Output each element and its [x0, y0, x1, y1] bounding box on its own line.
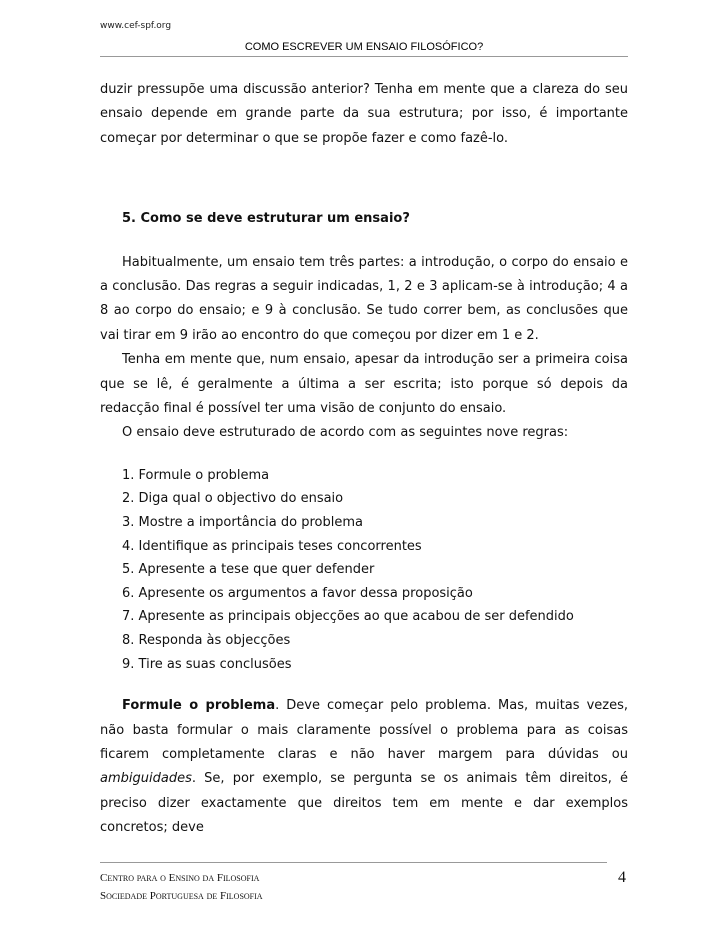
footer-organization: Centro para o Ensino da Filosofia: [100, 872, 260, 884]
list-item: 7. Apresente as principais objecções ao que acabou de ser defendido: [122, 609, 574, 625]
list-item: 3. Mostre a importância do problema: [122, 515, 363, 531]
section-heading: 5. Como se deve estruturar um ensaio?: [122, 211, 410, 227]
running-header-title: COMO ESCREVER UM ENSAIO FILOSÓFICO?: [244, 41, 484, 53]
list-item: 4. Identifique as principais teses concorrentes: [122, 538, 422, 554]
list-item: 2. Diga qual o objectivo do ensaio: [122, 491, 344, 507]
list-item: 6. Apresente os argumentos a favor dessa proposição: [122, 585, 473, 601]
paragraph-continuation: duzir pressupõe uma discussão anterior? Tenha em mente que a clareza do seu ensaio depende em grande parte da sua estrutura; por isso, é importante começar por determinar o que se propõe fazer e como fazê-lo.: [100, 82, 628, 146]
paragraph-introduction-note: Tenha em mente que, num ensaio, apesar da introdução ser a primeira coisa que se lê, é geralmente a última a ser escrita; isto porque só depois da redacção final é possível ter uma visão de conjunto do ensaio.: [100, 352, 628, 417]
footer-society: Sociedade Portuguesa de Filosofia: [100, 890, 263, 902]
footer: [100, 869, 263, 905]
rules-list: [100, 464, 628, 676]
list-item: 8. Responda às objecções: [122, 633, 291, 649]
list-item: 5. Apresente a tese que quer defender: [122, 562, 375, 578]
paragraph-text: . Deve começar pelo problema. Mas, muitas vezes, não basta formular o mais claramente possível o problema para as coisas ficarem completamente claras e não haver margem para dúvidas ou: [100, 698, 628, 763]
site-url: www.cef-spf.org: [100, 21, 172, 31]
paragraph-structure: Habitualmente, um ensaio tem três partes: a introdução, o corpo do ensaio e a conclusão. Das regras a seguir indicadas, 1, 2 e 3 aplicam-se à introdução; 4 a 8 ao corpo do ensaio; e 9 à conclusão. Se tudo correr bem, as conclusões que vai tirar em 9 irão ao encontro do que começou por dizer em 1 e 2.: [100, 254, 628, 343]
header-divider: [100, 56, 628, 57]
run-in-heading: Formule o problema: [122, 698, 276, 714]
page-number: 4: [618, 869, 626, 886]
paragraph-formulate-problem: [100, 694, 628, 840]
list-item: 9. Tire as suas conclusões: [122, 656, 292, 672]
document-body: [100, 78, 628, 841]
italic-term: ambiguidades: [100, 771, 192, 787]
paragraph-text: . Se, por exemplo, se pergunta se os animais têm direitos, é preciso dizer exactamente que direitos tem em mente e dar exemplos concretos; deve: [100, 771, 628, 836]
footer-divider: [100, 862, 607, 863]
list-item: 1. Formule o problema: [122, 467, 270, 483]
paragraph-rules-intro: O ensaio deve estruturado de acordo com as seguintes nove regras:: [122, 425, 569, 441]
